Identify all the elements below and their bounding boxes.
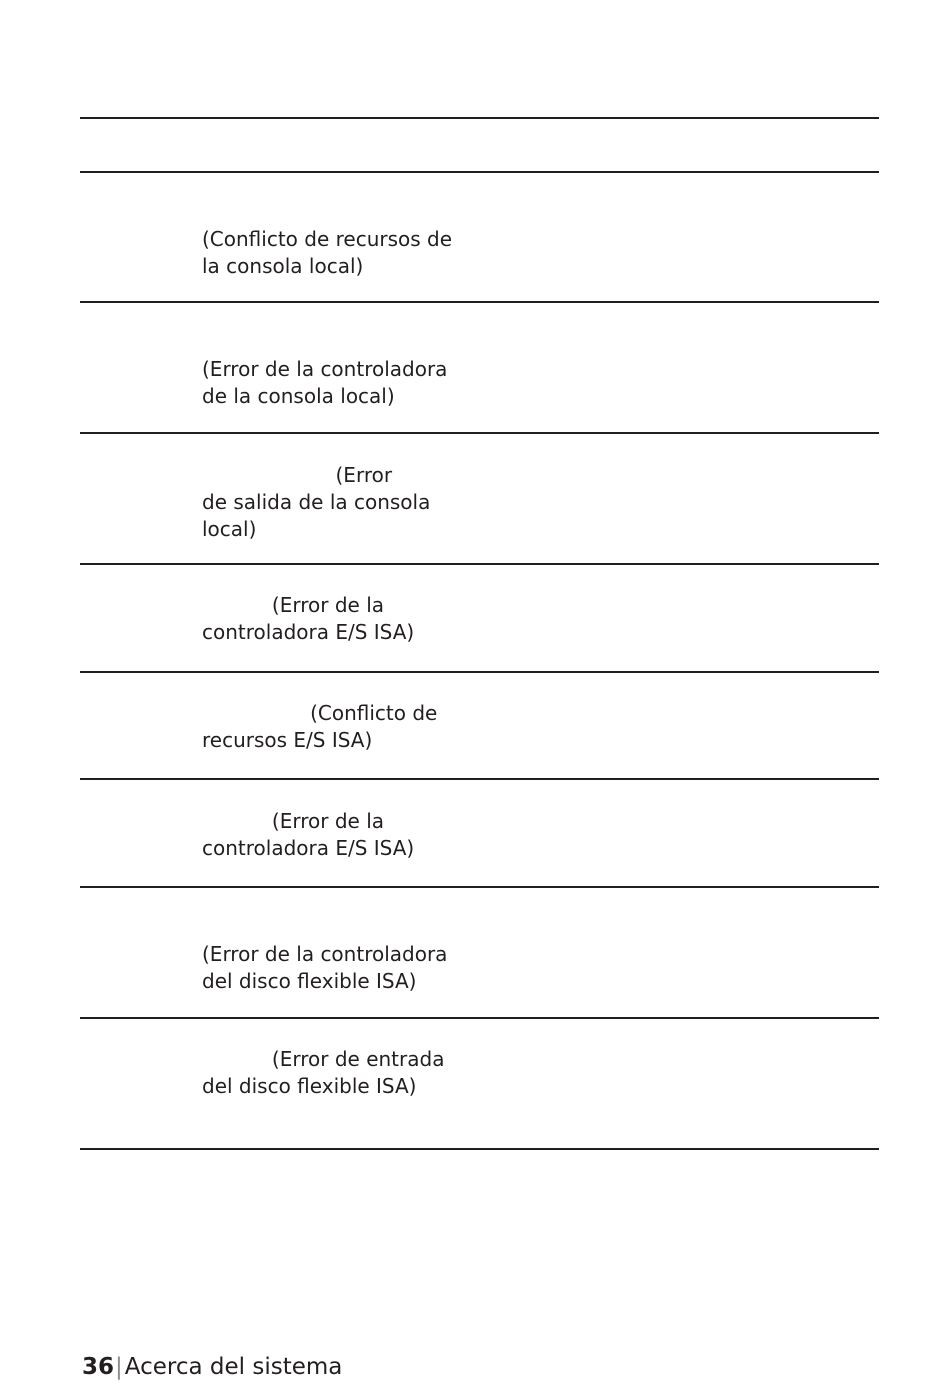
- footer-separator: |: [115, 1354, 123, 1380]
- table-rule: [80, 563, 879, 565]
- page-footer: [82, 1352, 342, 1382]
- table-rule: [80, 301, 879, 303]
- row-description: (Error de la controladora del disco flexible ISA): [202, 942, 448, 993]
- row-description: (Error de entrada del disco flexible ISA): [202, 1047, 445, 1098]
- table-rule: [80, 432, 879, 434]
- row-description: (Error de salida de la consola local): [202, 463, 431, 541]
- section-title: Acerca del sistema: [124, 1354, 343, 1380]
- row-description: (Conflicto de recursos E/S ISA): [202, 701, 438, 752]
- table-rule: [80, 1017, 879, 1019]
- table-rule: [80, 778, 879, 780]
- row-description: (Error de la controladora de la consola local): [202, 357, 448, 408]
- table-rule-top: [80, 117, 879, 119]
- table-rule: [80, 171, 879, 173]
- table-rule-bottom: [80, 1148, 879, 1150]
- row-description: (Error de la controladora E/S ISA): [202, 593, 415, 644]
- page-number: 36: [82, 1354, 115, 1380]
- table-rule: [80, 671, 879, 673]
- row-description: (Conflicto de recursos de la consola local): [202, 227, 453, 278]
- table-rule: [80, 886, 879, 888]
- row-description: (Error de la controladora E/S ISA): [202, 809, 415, 860]
